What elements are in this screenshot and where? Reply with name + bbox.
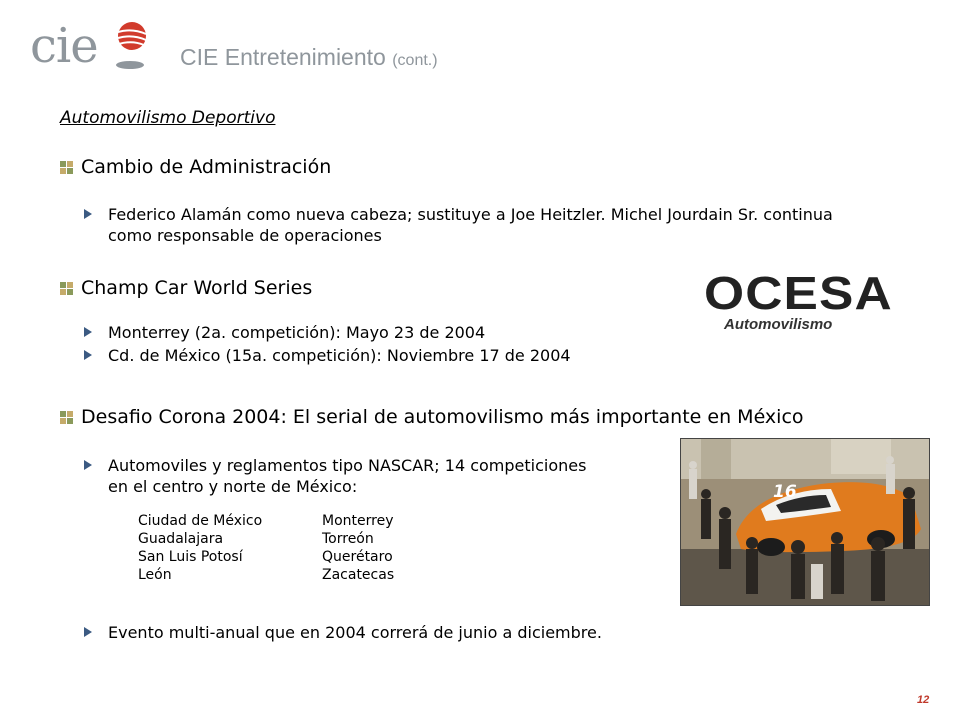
city: San Luis Potosí <box>138 549 243 565</box>
cie-logo-mark <box>108 20 152 72</box>
heading-text: Cambio de Administración <box>81 156 332 178</box>
bullet-text-continued: como responsable de operaciones <box>108 226 382 245</box>
page-title-suffix: (cont.) <box>392 52 438 69</box>
heading-text: Champ Car World Series <box>81 277 313 299</box>
car-number: 16 <box>773 482 797 502</box>
race-car-photo <box>680 438 930 606</box>
heading-text: Desafio Corona 2004: El serial de automovilismo más importante en México <box>81 406 804 428</box>
square-bullet-icon <box>60 282 73 295</box>
ocesa-logo-sub: Automovilismo <box>724 316 833 333</box>
page-title-text: CIE Entretenimiento <box>180 44 386 70</box>
bullet-item <box>84 345 571 366</box>
city: Zacatecas <box>322 567 395 583</box>
heading-champ-car <box>60 276 312 300</box>
city: Ciudad de México <box>138 513 263 529</box>
square-bullet-icon <box>60 411 73 424</box>
city: León <box>138 567 172 583</box>
heading-desafio-corona <box>60 405 804 429</box>
triangle-bullet-icon <box>84 627 92 637</box>
triangle-bullet-icon <box>84 460 92 470</box>
section-heading: Automovilismo Deportivo <box>60 108 276 128</box>
bullet-text: Cd. de México (15a. competición): Noviembre 17 de 2004 <box>108 346 571 365</box>
city: Querétaro <box>322 549 393 565</box>
heading-cambio-administracion <box>60 155 331 179</box>
bullet-item <box>84 322 485 343</box>
ocesa-logo-main: OCESA <box>704 267 893 319</box>
triangle-bullet-icon <box>84 327 92 337</box>
bullet-item <box>84 622 602 643</box>
bullet-item <box>84 204 833 246</box>
bullet-item <box>84 455 586 497</box>
cities-table <box>138 512 442 584</box>
bullet-text-continued: en el centro y norte de México: <box>108 477 358 496</box>
triangle-bullet-icon <box>84 350 92 360</box>
page-title <box>180 44 438 71</box>
bullet-text: Automoviles y reglamentos tipo NASCAR; 14 competiciones <box>108 456 587 475</box>
square-bullet-icon <box>60 161 73 174</box>
bullet-text: Evento multi-anual que en 2004 correrá de junio a diciembre. <box>108 623 602 642</box>
cie-logo <box>30 18 150 74</box>
bullet-text: Monterrey (2a. competición): Mayo 23 de 2004 <box>108 323 486 342</box>
city: Guadalajara <box>138 531 224 547</box>
triangle-bullet-icon <box>84 209 92 219</box>
cie-logo-text: cie <box>30 18 98 74</box>
bullet-text: Federico Alamán como nueva cabeza; sustituye a Joe Heitzler. Michel Jourdain Sr. continua <box>108 205 833 224</box>
race-car-illustration <box>681 439 929 605</box>
ocesa-automovilismo-logo <box>700 267 893 340</box>
page-number: 12 <box>917 694 930 706</box>
city: Monterrey <box>322 513 394 529</box>
city: Torreón <box>322 531 374 547</box>
